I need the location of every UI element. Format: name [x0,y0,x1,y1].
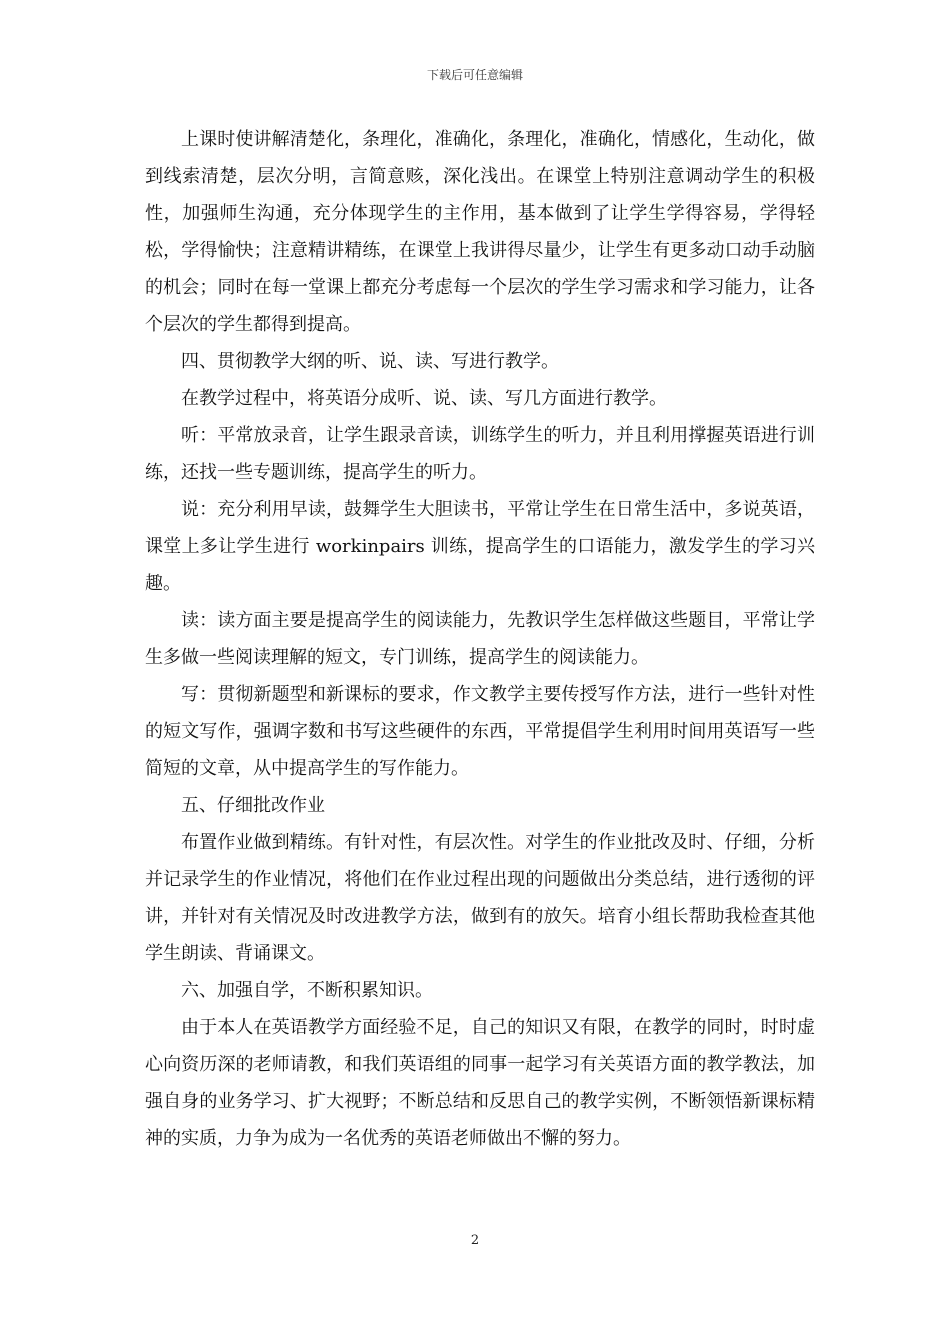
paragraph-homework: 布置作业做到精练。有针对性，有层次性。对学生的作业批改及时、仔细，分析并记录学生的作业情况，将他们在作业过程出现的问题做出分类总结，进行透彻的评讲，并针对有关情况及时改进教学方法，做到有的放矢。培育小组长帮助我检查其他学生朗读、背诵课文。 [145,832,815,964]
section-heading-6: 六、加强自学，不断积累知识。 [181,980,433,1001]
page-number: 2 [470,1233,480,1248]
page-header: 下载后可任意编辑 [426,68,523,82]
paragraph-writing: 写：贯彻新题型和新课标的要求，作文教学主要传授写作方法，进行一些针对性的短文写作，强调字数和书写这些硬件的东西，平常提倡学生利用时间用英语写一些简短的文章，从中提高学生的写作能力。 [145,684,815,779]
paragraph-reading: 读：读方面主要是提高学生的阅读能力，先教识学生怎样做这些题目，平常让学生多做一些阅读理解的短文，专门训练，提高学生的阅读能力。 [145,610,815,668]
paragraph-listening: 听：平常放录音，让学生跟录音读，训练学生的听力，并且利用撑握英语进行训练，还找一些专题训练，提高学生的听力。 [145,425,815,483]
section-heading-4: 四、贯彻教学大纲的听、说、读、写进行教学。 [181,351,559,372]
document-body [145,121,815,1157]
paragraph-teaching-process: 在教学过程中，将英语分成听、说、读、写几方面进行教学。 [181,388,667,409]
paragraph-teaching-clarity: 上课时使讲解清楚化，条理化，准确化，条理化，准确化，情感化，生动化，做到线索清楚，层次分明，言简意赅，深化浅出。在课堂上特别注意调动学生的积极性，加强师生沟通，充分体现学生的主作用，基本做到了让学生学得容易，学得轻松，学得愉快；注意精讲精练，在课堂上我讲得尽量少，让学生有更多动口动手动脑的机会；同时在每一堂课上都充分考虑每一个层次的学生学习需求和学习能力，让各个层次的学生都得到提高。 [145,129,815,335]
paragraph-self-study: 由于本人在英语教学方面经验不足，自己的知识又有限，在教学的同时，时时虚心向资历深的老师请教，和我们英语组的同事一起学习有关英语方面的教学教法，加强自身的业务学习、扩大视野；不断总结和反思自己的教学实例，不断领悟新课标精神的实质，力争为成为一名优秀的英语老师做出不懈的努力。 [145,1017,815,1149]
paragraph-speaking: 说：充分利用早读，鼓舞学生大胆读书，平常让学生在日常生活中，多说英语，课堂上多让学生进行 workinpairs 训练，提高学生的口语能力，激发学生的学习兴趣。 [145,499,815,594]
section-heading-5: 五、仔细批改作业 [181,795,325,816]
